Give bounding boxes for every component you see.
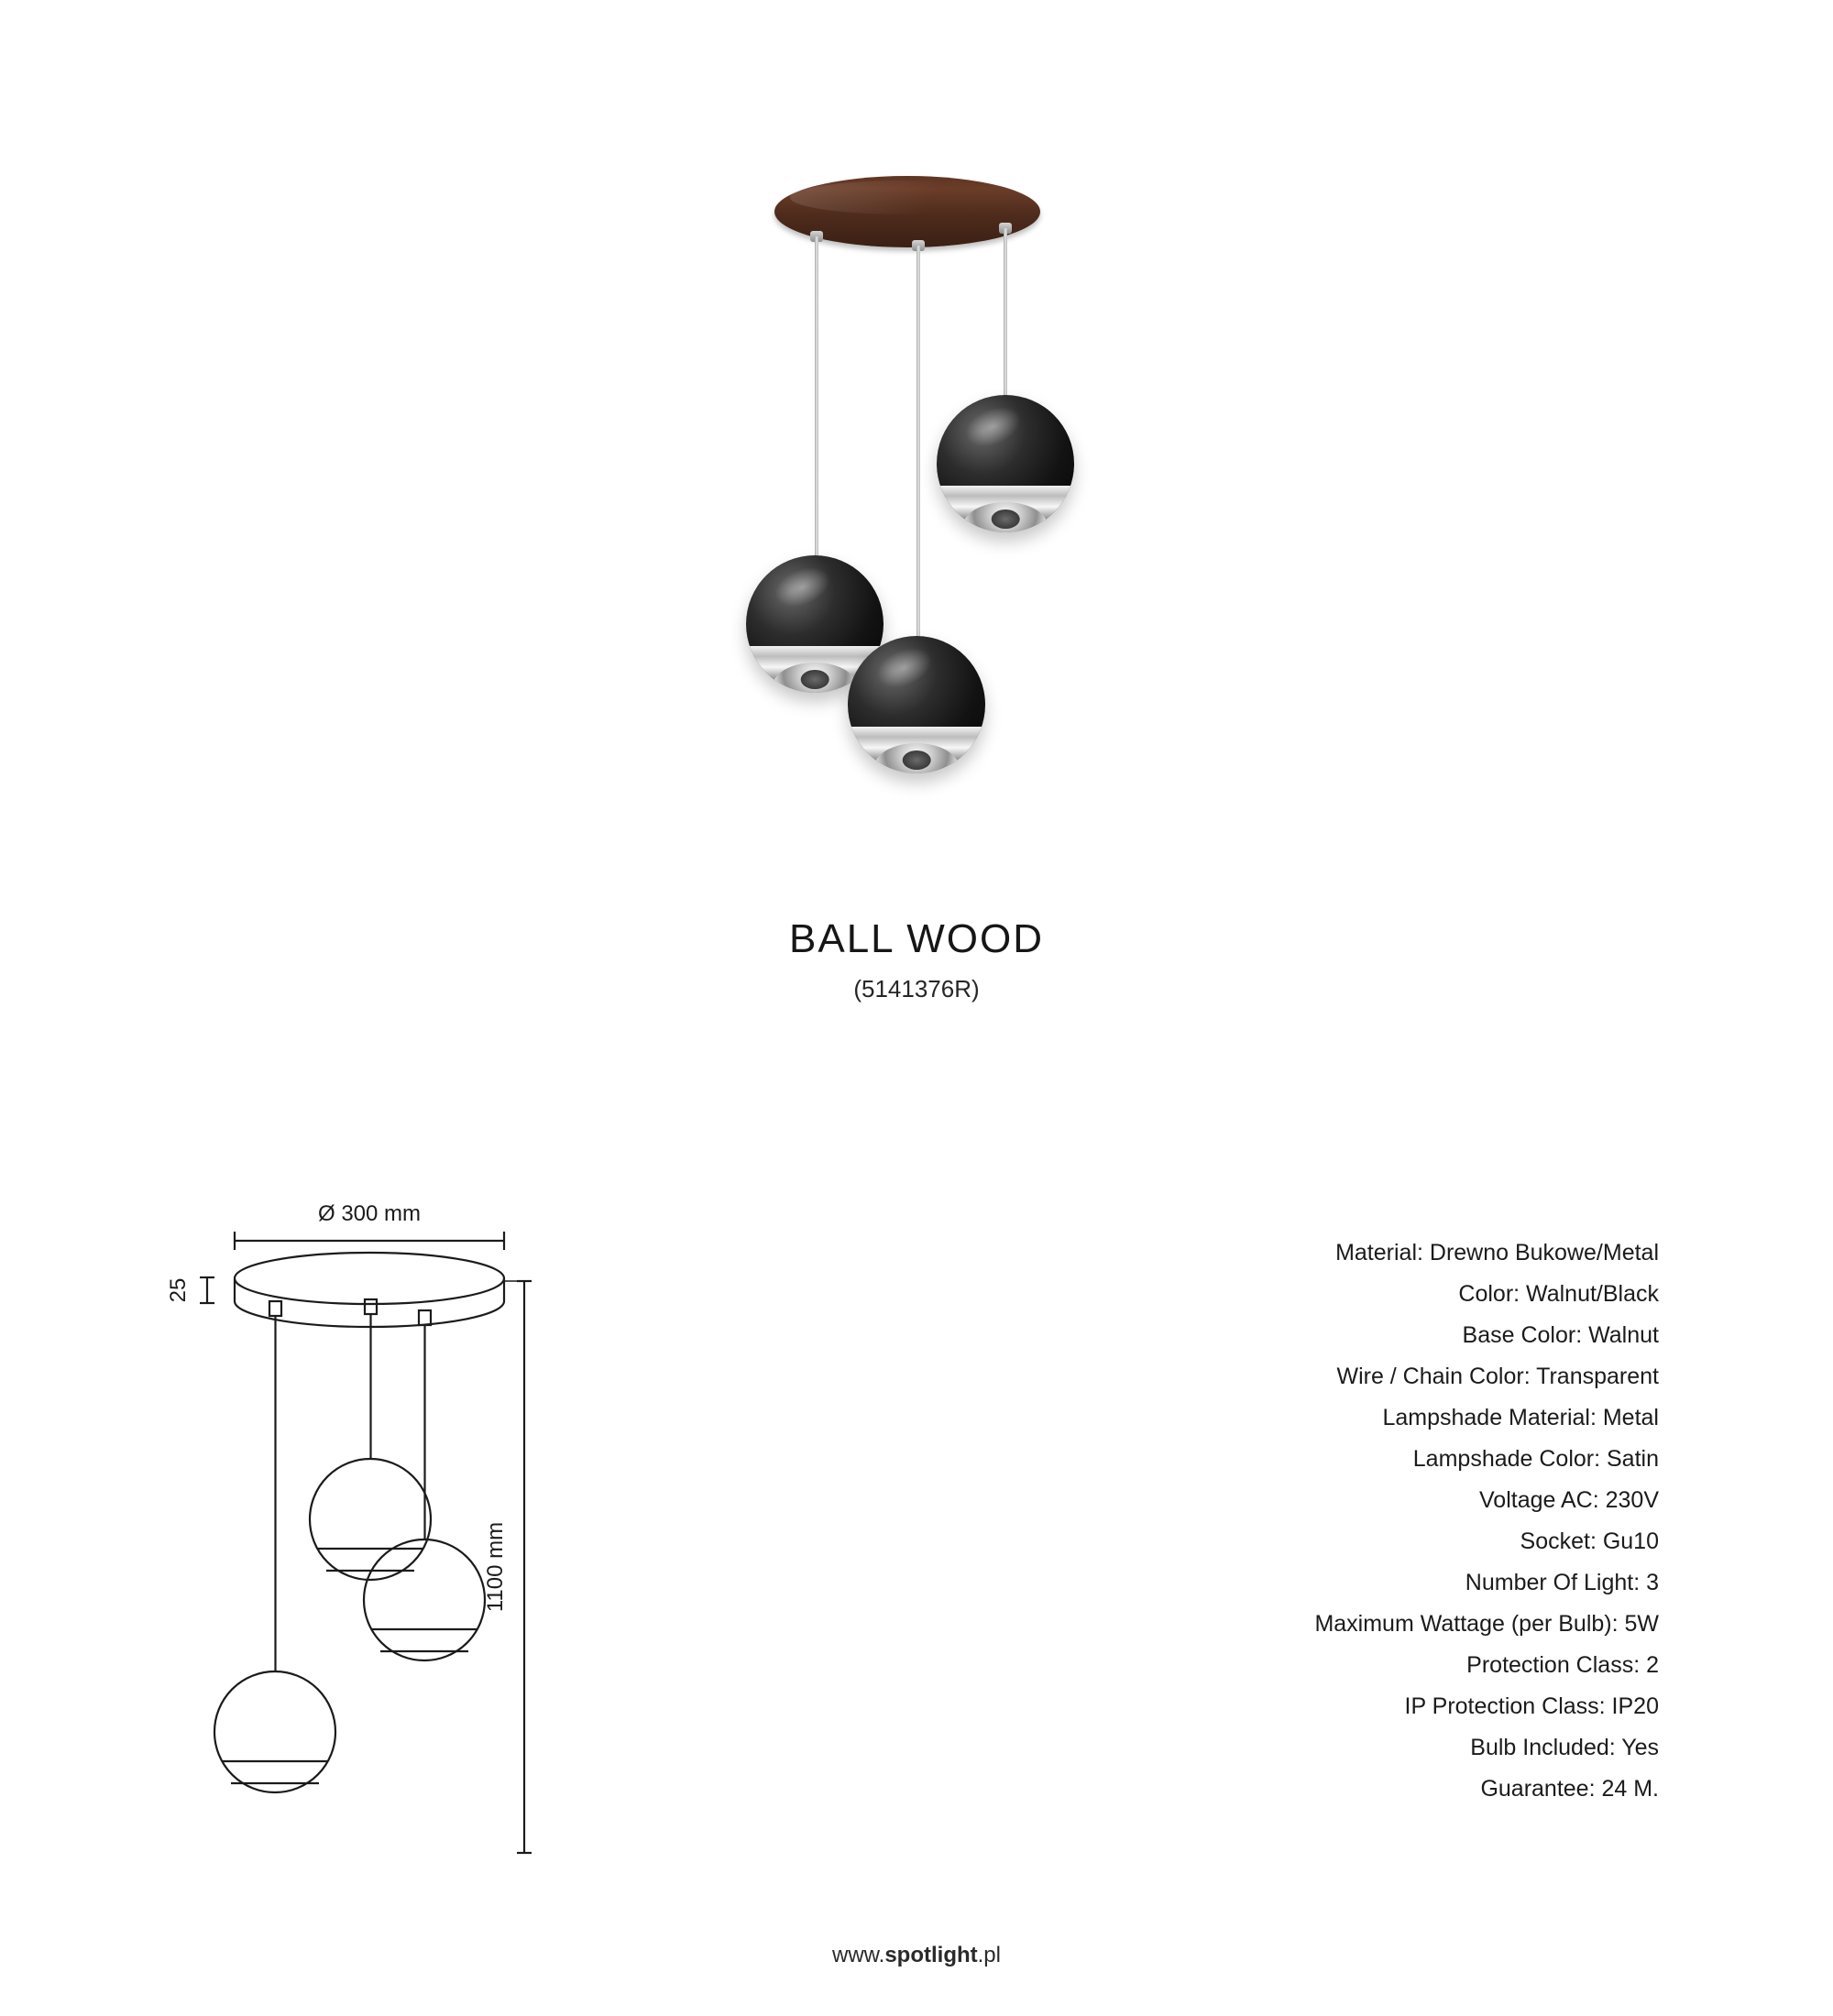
spec-item: Base Color: Walnut — [1462, 1322, 1659, 1348]
product-photo — [0, 0, 1833, 825]
spec-item: Material: Drewno Bukowe/Metal — [1335, 1240, 1659, 1265]
specifications-list — [962, 1233, 1659, 1810]
drawing-wire-cap-right — [419, 1310, 431, 1325]
diameter-label: Ø 300 mm — [317, 1201, 422, 1226]
drawing-shade-left — [214, 1671, 335, 1792]
pendant-wire-right — [1004, 228, 1007, 400]
drawing-wire-cap-left — [269, 1301, 281, 1316]
shade-highlight — [960, 400, 1026, 455]
spec-item: Lampshade Material: Metal — [1382, 1405, 1659, 1430]
spec-item: Number Of Light: 3 — [1465, 1570, 1659, 1595]
spec-item: Bulb Included: Yes — [1470, 1735, 1659, 1760]
drawing-shade-right — [364, 1539, 485, 1660]
spec-item: Maximum Wattage (per Bulb): 5W — [1314, 1611, 1659, 1637]
footer-url-suffix: .pl — [977, 1943, 1001, 1967]
spec-item: Color: Walnut/Black — [1458, 1281, 1659, 1307]
spec-item: Protection Class: 2 — [1466, 1652, 1659, 1678]
technical-drawing — [165, 1173, 733, 1906]
spec-item: Lampshade Color: Satin — [1412, 1446, 1659, 1472]
product-code: (5141376R) — [853, 975, 980, 1003]
drawing-wire-cap-center — [365, 1299, 377, 1314]
height-label: 1100 mm — [483, 1521, 508, 1613]
shade-highlight — [871, 641, 938, 696]
footer-url-brand: spotlight — [884, 1943, 978, 1967]
spec-item: Socket: Gu10 — [1520, 1528, 1659, 1554]
spec-item: IP Protection Class: IP20 — [1404, 1693, 1659, 1719]
pendant-shade-right — [937, 395, 1074, 532]
drawing-shade-center — [310, 1459, 431, 1580]
page-title: BALL WOOD — [789, 916, 1044, 961]
canopy-height-label: 25 — [166, 1277, 191, 1303]
footer — [0, 1943, 1833, 1968]
pendant-wire-center — [916, 246, 920, 641]
spec-item: Voltage AC: 230V — [1479, 1487, 1659, 1513]
title-block — [0, 916, 1833, 1003]
footer-url-prefix: www. — [831, 1943, 885, 1967]
shade-highlight — [769, 560, 836, 615]
pendant-wire-left — [815, 236, 818, 561]
technical-drawing-svg — [165, 1173, 733, 1906]
pendant-shade-center — [848, 636, 985, 773]
spec-item: Guarantee: 24 M. — [1480, 1776, 1659, 1802]
canopy-top-ellipse — [235, 1253, 504, 1304]
spec-item: Wire / Chain Color: Transparent — [1336, 1364, 1659, 1389]
